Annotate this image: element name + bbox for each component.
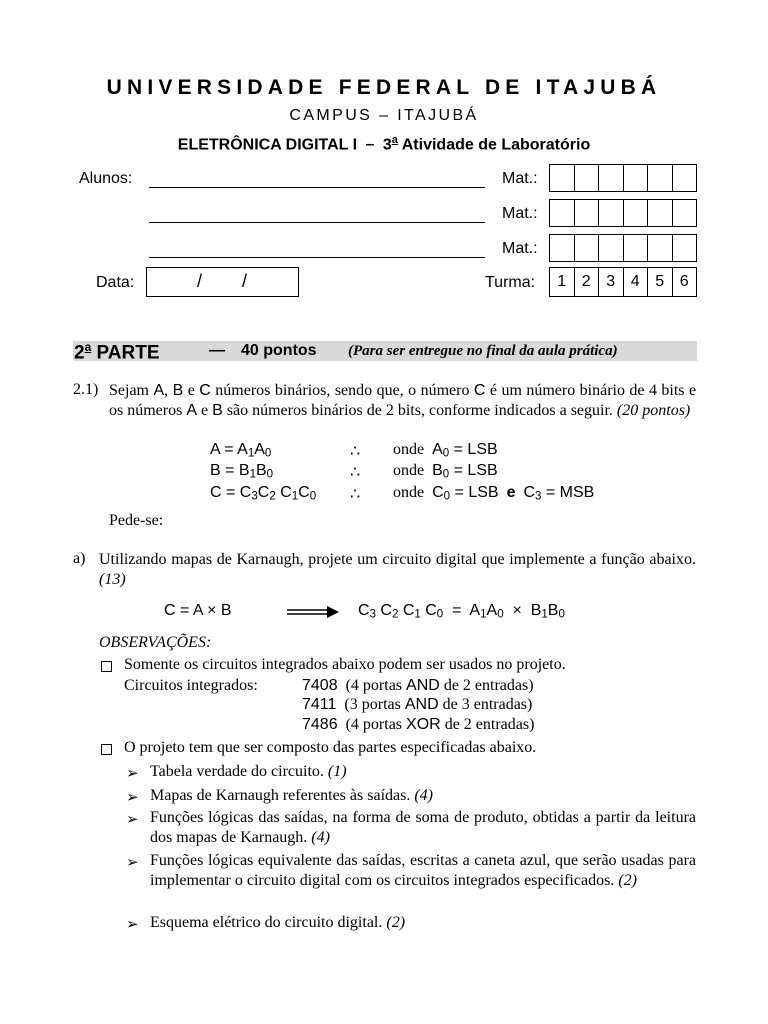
activity-number-sup: a: [391, 134, 398, 146]
formula-left: C = A × B: [164, 602, 232, 619]
checkbox-icon: [101, 744, 112, 755]
ic-7486: 7486 (4 portas XOR de 2 entradas): [302, 716, 535, 733]
course-separator: –: [365, 136, 375, 154]
turma-options: [549, 267, 697, 297]
student-name-line-1[interactable]: [149, 187, 485, 188]
date-label: Data:: [96, 274, 135, 291]
course-name: ELETRÔNICA DIGITAL I: [177, 136, 358, 154]
arrow-bullet-icon: ➢: [126, 855, 139, 871]
item-a-letter: a): [73, 550, 86, 567]
course-title: [0, 134, 768, 154]
student-name-line-3[interactable]: [149, 257, 485, 258]
ci-label: Circuitos integrados:: [124, 677, 258, 694]
turma-option-5[interactable]: 5: [648, 268, 673, 296]
part-note: (Para ser entregue no final da aula prática): [348, 343, 618, 359]
req-item-4: Funções lógicas equivalente das saídas, escritas a caneta azul, que serão usadas para implementar o circuito digital com os circuitos integrados especificados. (2): [150, 852, 696, 889]
arrow-bullet-icon: ➢: [126, 766, 139, 782]
req-item-2: Mapas de Karnaugh referentes às saídas. (4): [150, 787, 433, 804]
question-number: 2.1): [73, 381, 99, 398]
mat-label-1: Mat.:: [502, 170, 538, 187]
students-label: Alunos:: [79, 170, 133, 187]
def-c-lhs: $C = C_3C_2$ $C_1C_0$: [210, 484, 317, 503]
arrow-bullet-icon: ➢: [126, 790, 139, 806]
def-b-lhs: $B = B_1B_0$: [210, 462, 274, 481]
mat-boxes-1[interactable]: [549, 164, 697, 192]
arrow-bullet-icon: ➢: [126, 917, 139, 933]
part-points: 40 pontos: [241, 342, 317, 359]
turma-option-2[interactable]: 2: [575, 268, 600, 296]
observations-title: OBSERVAÇÕES:: [99, 634, 212, 651]
turma-option-6[interactable]: 6: [679, 273, 689, 290]
req-item-1: Tabela verdade do circuito. (1): [150, 763, 347, 780]
turma-option-3[interactable]: 3: [599, 268, 624, 296]
part-title: 2$^a$ PARTE: [74, 340, 160, 364]
activity-title: Atividade de Laboratório: [401, 136, 591, 154]
part-dash: —: [209, 342, 225, 359]
def-a-rhs: onde $A_0$ = LSB: [393, 441, 498, 460]
def-c-rhs: onde $C_0$ = LSB e $C_3$ = MSB: [393, 484, 595, 503]
formula-right: $C_3$ $C_2$ $C_1$ $C_0 = A_1A_0 \times B_1B_0$: [358, 602, 565, 621]
observation-1: Somente os circuitos integrados abaixo podem ser usados no projeto.: [124, 656, 566, 673]
question-statement: Sejam A, B e C números binários, sendo que, o número C é um número binário de 4 bits e os números A e B são números binários de 2 bits, conforme indicados a seguir. (20 pontos): [109, 382, 697, 419]
student-name-line-2[interactable]: [149, 222, 485, 223]
campus-name: CAMPUS – ITAJUBÁ: [289, 107, 479, 124]
ic-7408: 7408 (4 portas AND de 2 entradas): [302, 677, 534, 694]
turma-label: Turma:: [485, 274, 536, 291]
mat-label-3: Mat.:: [502, 240, 538, 257]
mat-boxes-3[interactable]: [549, 234, 697, 262]
req-item-3: Funções lógicas das saídas, na forma de soma de produto, obtidas a partir da leitura dos mapas de Karnaugh. (4): [150, 809, 696, 846]
turma-option-4[interactable]: 4: [624, 268, 649, 296]
mat-label-2: Mat.:: [502, 205, 538, 222]
item-a-text: Utilizando mapas de Karnaugh, projete um circuito digital que implemente a função abaixo. (13): [99, 551, 696, 588]
ic-7411: 7411 (3 portas AND de 3 entradas): [302, 696, 533, 713]
date-separator-2: /: [242, 271, 248, 291]
arrow-bullet-icon: ➢: [126, 812, 139, 828]
def-c-therefore: ∴: [350, 486, 361, 503]
def-a-therefore: ∴: [350, 443, 361, 460]
date-separator-1: /: [197, 271, 203, 291]
def-a-lhs: $A = A_1A_0$: [210, 441, 272, 460]
def-b-therefore: ∴: [350, 464, 361, 481]
formula-arrow-icon: [287, 604, 339, 620]
req-item-5: Esquema elétrico do circuito digital. (2): [150, 914, 406, 931]
observation-2: O projeto tem que ser composto das partes especificadas abaixo.: [124, 739, 537, 756]
date-field[interactable]: [146, 267, 299, 297]
pede-se-label: Pede-se:: [109, 512, 164, 529]
activity-number: 3: [382, 136, 392, 154]
checkbox-icon: [101, 661, 112, 672]
mat-boxes-2[interactable]: [549, 199, 697, 227]
university-name: UNIVERSIDADE FEDERAL DE ITAJUBÁ: [106, 76, 662, 99]
def-b-rhs: onde $B_0$ = LSB: [393, 462, 498, 481]
turma-option-1[interactable]: 1: [550, 268, 575, 296]
